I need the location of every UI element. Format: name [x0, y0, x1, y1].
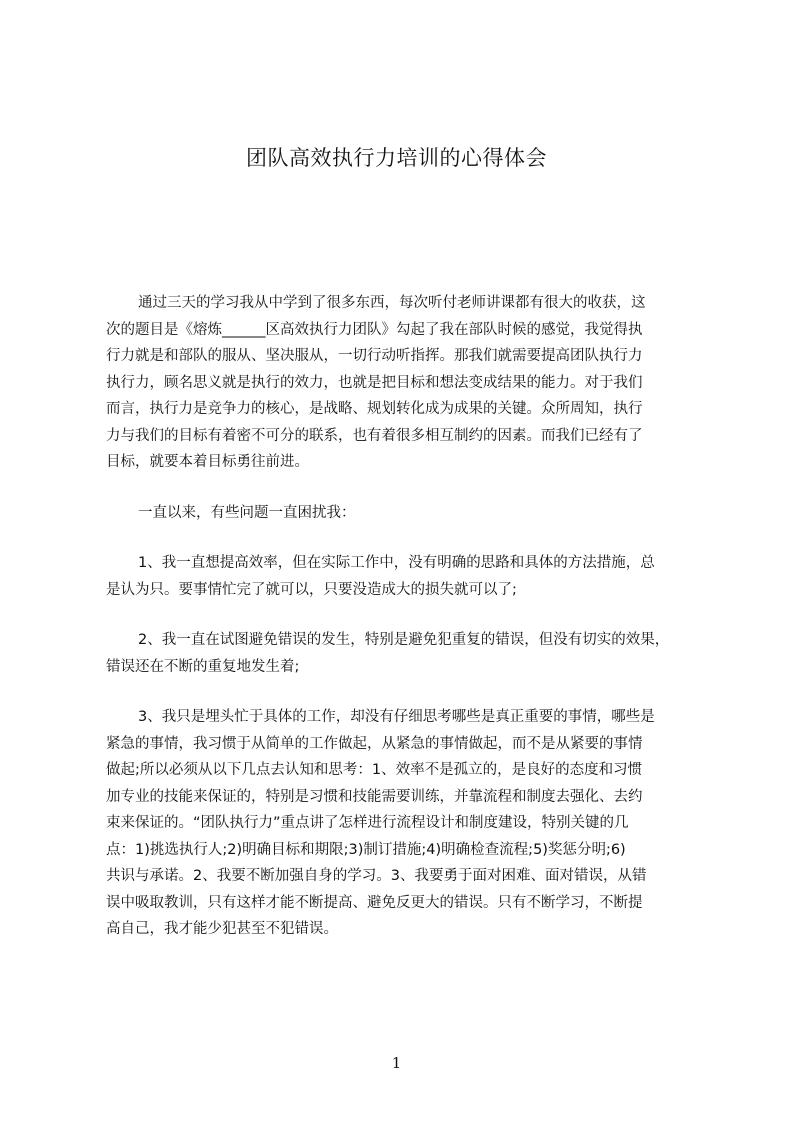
text-line: 是认为只。要事情忙完了就可以，只要没造成大的损失就可以了; — [106, 581, 517, 598]
text-line: 目标，就要本着目标勇往前进。 — [106, 454, 309, 470]
paragraph-intro — [106, 290, 716, 476]
text-line: 错误还在不断的重复地发生着; — [106, 658, 300, 675]
paragraph-problems-intro — [106, 500, 716, 527]
text-line: 点：1)挑选执行人;2)明确目标和期限;3)制订措施;4)明确检查流程;5)奖惩分明;6) — [106, 841, 626, 858]
text-line: 次的题目是《熔炼______区高效执行力团队》勾起了我在部队时候的感觉，我觉得执 — [106, 321, 643, 338]
text-line: 共识与承诺。2、我要不断加强自身的学习。3、我要勇于面对困难、面对错误，从错 — [106, 868, 647, 884]
paragraph-problem-1 — [106, 550, 716, 603]
text-line: 紧急的事情，我习惯于从简单的工作做起，从紧急的事情做起，而不是从紧要的事情 — [106, 735, 643, 752]
text-line: 力与我们的目标有着密不可分的联系，也有着很多相互制约的因素。而我们已经有了 — [106, 427, 643, 444]
document-body — [106, 290, 716, 943]
text-line: 高自己，我才能少犯甚至不犯错误。 — [106, 921, 338, 937]
text-line: 加专业的技能来保证的，特别是习惯和技能需要训练，并靠流程和制度去强化、去约 — [106, 788, 643, 805]
text-line: 而言，执行力是竞争力的核心，是战略、规划转化成为成果的关键。众所周知，执行 — [106, 401, 643, 417]
text-line: 行力就是和部队的服从、坚决服从，一切行动听指挥。那我们就需要提高团队执行力 — [106, 348, 643, 364]
text-line: 2、我一直在试图避免错误的发生，特别是避免犯重复的错误，但没有切实的效果， — [138, 632, 670, 648]
text-line: 做起;所以必须从以下几点去认知和思考：1、效率不是孤立的，是良好的态度和习惯 — [106, 762, 643, 778]
document-title: 团队高效执行力培训的心得体会 — [246, 146, 547, 170]
text-line: 通过三天的学习我从中学到了很多东西，每次听付老师讲课都有很大的收获，这 — [138, 295, 646, 311]
text-line: 一直以来，有些问题一直困扰我： — [138, 504, 356, 521]
paragraph-problem-2 — [106, 627, 716, 680]
text-line: 执行力，顾名思义就是执行的效力，也就是把目标和想法变成结果的能力。对于我们 — [106, 374, 643, 391]
text-line: 1、我一直想提高效率，但在实际工作中，没有明确的思路和具体的方法措施，总 — [138, 555, 655, 571]
paragraph-problem-3 — [106, 704, 716, 943]
text-line: 误中吸取教训，只有这样才能不断提高、避免反更大的错误。只有不断学习，不断提 — [106, 894, 643, 911]
text-line: 3、我只是埋头忙于具体的工作，却没有仔细思考哪些是真正重要的事情，哪些是 — [138, 709, 655, 725]
page-number: 1 — [391, 1054, 402, 1072]
text-line: 束来保证的。“团队执行力”重点讲了怎样进行流程设计和制度建设，特别关键的几 — [106, 815, 629, 831]
